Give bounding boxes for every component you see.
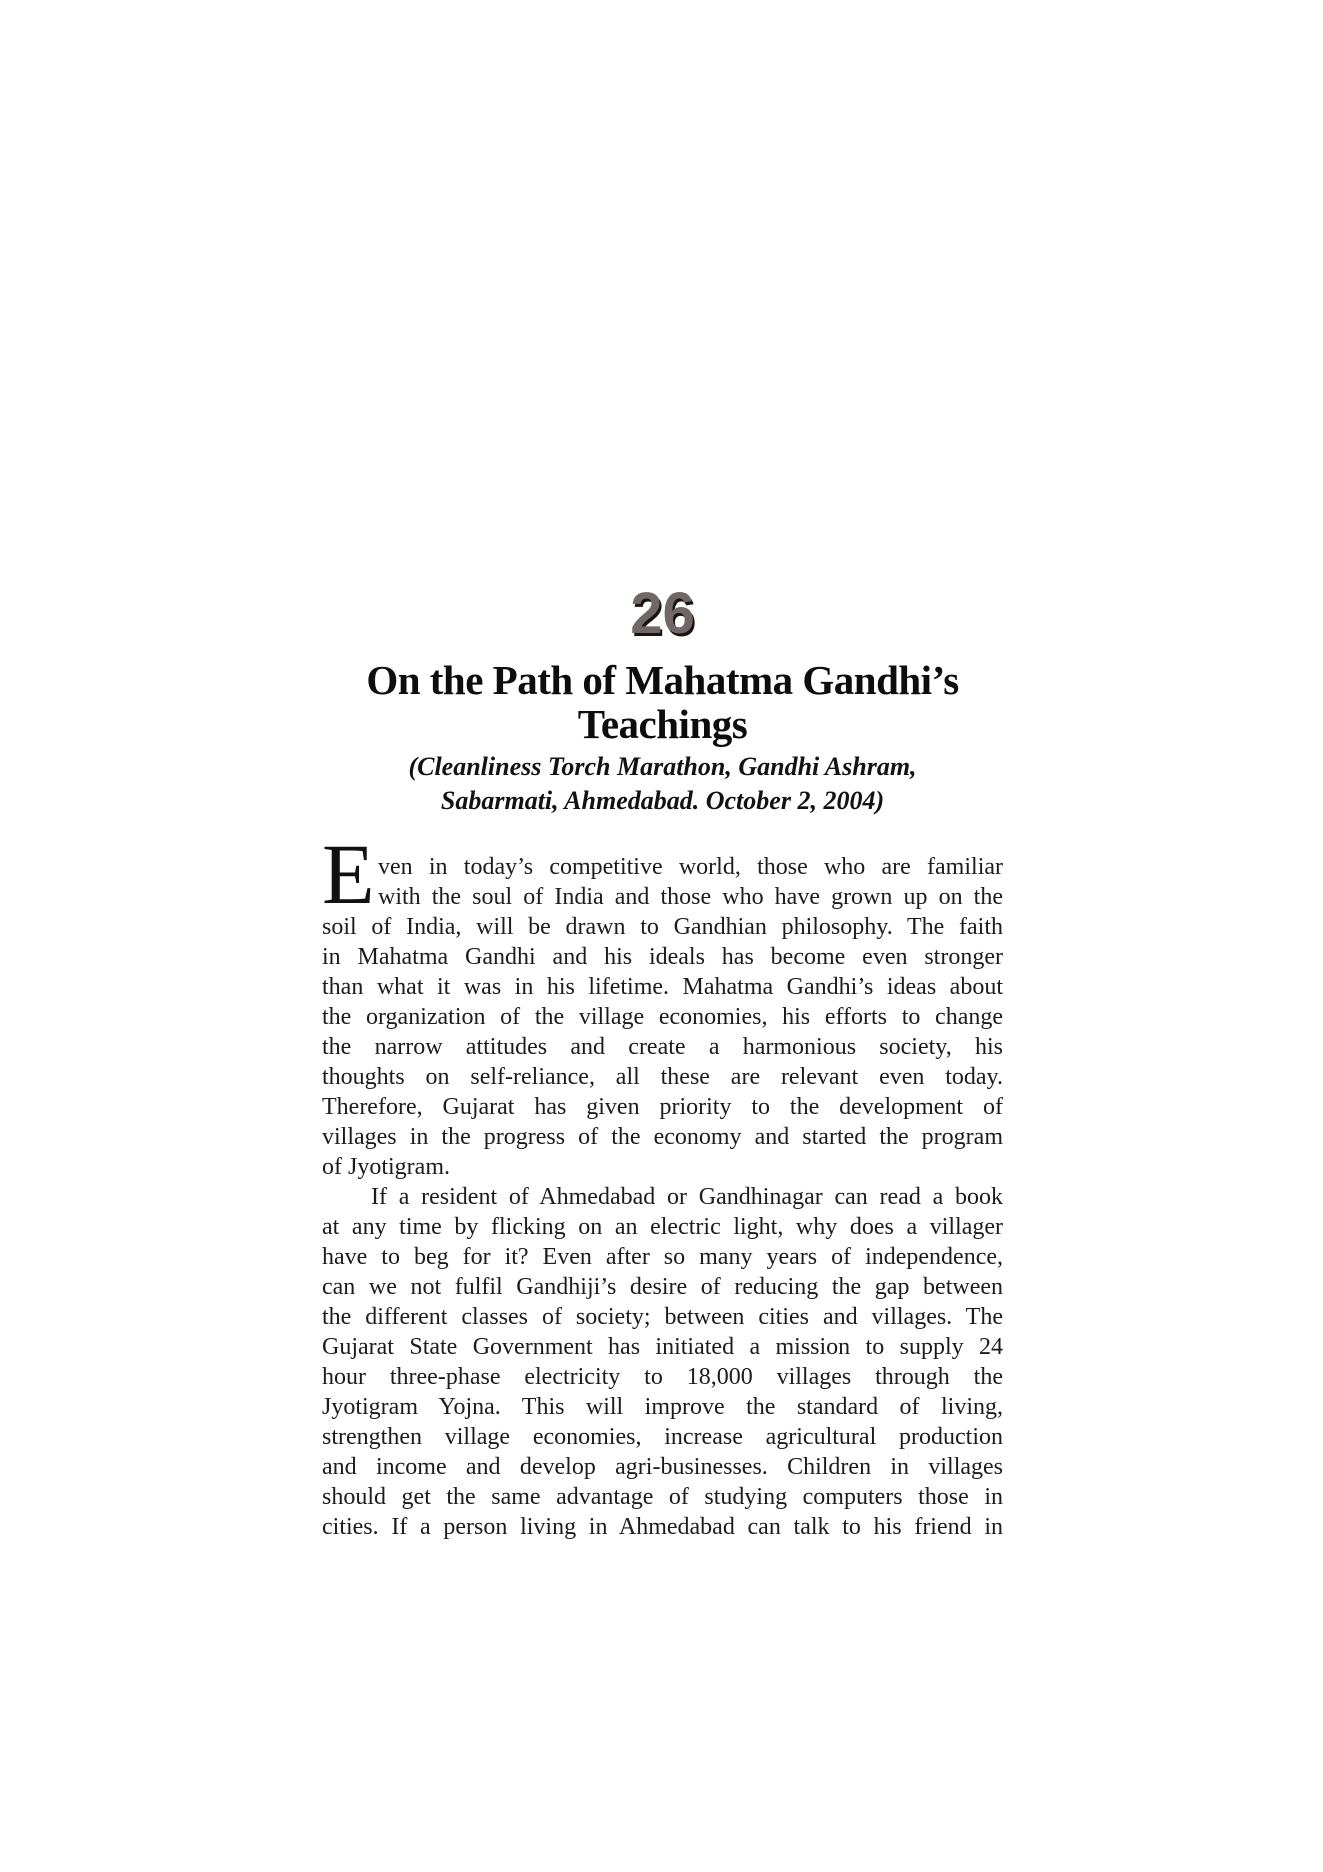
text-line: have to beg for it? Even after so many years of independence, bbox=[322, 1244, 1003, 1270]
chapter-subtitle-line1: (Cleanliness Torch Marathon, Gandhi Ashram, bbox=[408, 752, 917, 781]
chapter-title-line1: On the Path of Mahatma Gandhi’s bbox=[366, 657, 959, 703]
text-line: and income and develop agri-businesses. Children in villages bbox=[322, 1454, 1003, 1480]
text-line: Gujarat State Government has initiated a mission to supply 24 bbox=[322, 1334, 1003, 1360]
text-line: hour three-phase electricity to 18,000 villages through the bbox=[322, 1364, 1003, 1390]
text-line: the organization of the village economies, his efforts to change bbox=[322, 1004, 1003, 1030]
text-line: in Mahatma Gandhi and his ideals has become even stronger bbox=[322, 944, 1003, 970]
text-line: should get the same advantage of studying computers those in bbox=[322, 1484, 1003, 1510]
paragraph-1-lines bbox=[322, 852, 1003, 1182]
chapter-number: 26 bbox=[630, 581, 695, 646]
text-line: of Jyotigram. bbox=[322, 1154, 450, 1180]
text-line: can we not fulfil Gandhiji’s desire of reducing the gap between bbox=[322, 1274, 1003, 1300]
text-line: cities. If a person living in Ahmedabad can talk to his friend in bbox=[322, 1514, 1003, 1540]
text-line: the different classes of society; between cities and villages. The bbox=[322, 1304, 1003, 1330]
text-line: ven in today’s competitive world, those who are familiar bbox=[378, 854, 1003, 880]
text-line: Jyotigram Yojna. This will improve the standard of living, bbox=[322, 1394, 1003, 1420]
text-line: strengthen village economies, increase agricultural production bbox=[322, 1424, 1003, 1450]
text-line: If a resident of Ahmedabad or Gandhinagar can read a book bbox=[371, 1184, 1003, 1210]
paragraph-2-lines bbox=[322, 1182, 1003, 1542]
paragraph-1 bbox=[322, 826, 1003, 1182]
text-line: soil of India, will be drawn to Gandhian philosophy. The faith bbox=[322, 914, 1003, 940]
chapter-subtitle-line2: Sabarmati, Ahmedabad. October 2, 2004) bbox=[440, 786, 885, 815]
chapter-content bbox=[322, 581, 1003, 1542]
text-line: the narrow attitudes and create a harmonious society, his bbox=[322, 1034, 1003, 1060]
paragraph-2 bbox=[322, 1182, 1003, 1542]
dropcap-letter: E bbox=[322, 826, 375, 922]
text-line: thoughts on self-reliance, all these are relevant even today. bbox=[322, 1064, 1003, 1090]
chapter-title-line2: Teachings bbox=[577, 701, 748, 747]
text-line: than what it was in his lifetime. Mahatma Gandhi’s ideas about bbox=[322, 974, 1003, 1000]
text-line: Therefore, Gujarat has given priority to the development of bbox=[322, 1094, 1003, 1120]
body-text bbox=[322, 826, 1003, 1542]
text-line: at any time by flicking on an electric light, why does a villager bbox=[322, 1214, 1003, 1240]
chapter-subtitle bbox=[322, 750, 1003, 818]
chapter-title bbox=[322, 658, 1003, 746]
text-line: villages in the progress of the economy and started the program bbox=[322, 1124, 1003, 1150]
text-line: with the soul of India and those who have grown up on the bbox=[378, 884, 1003, 910]
